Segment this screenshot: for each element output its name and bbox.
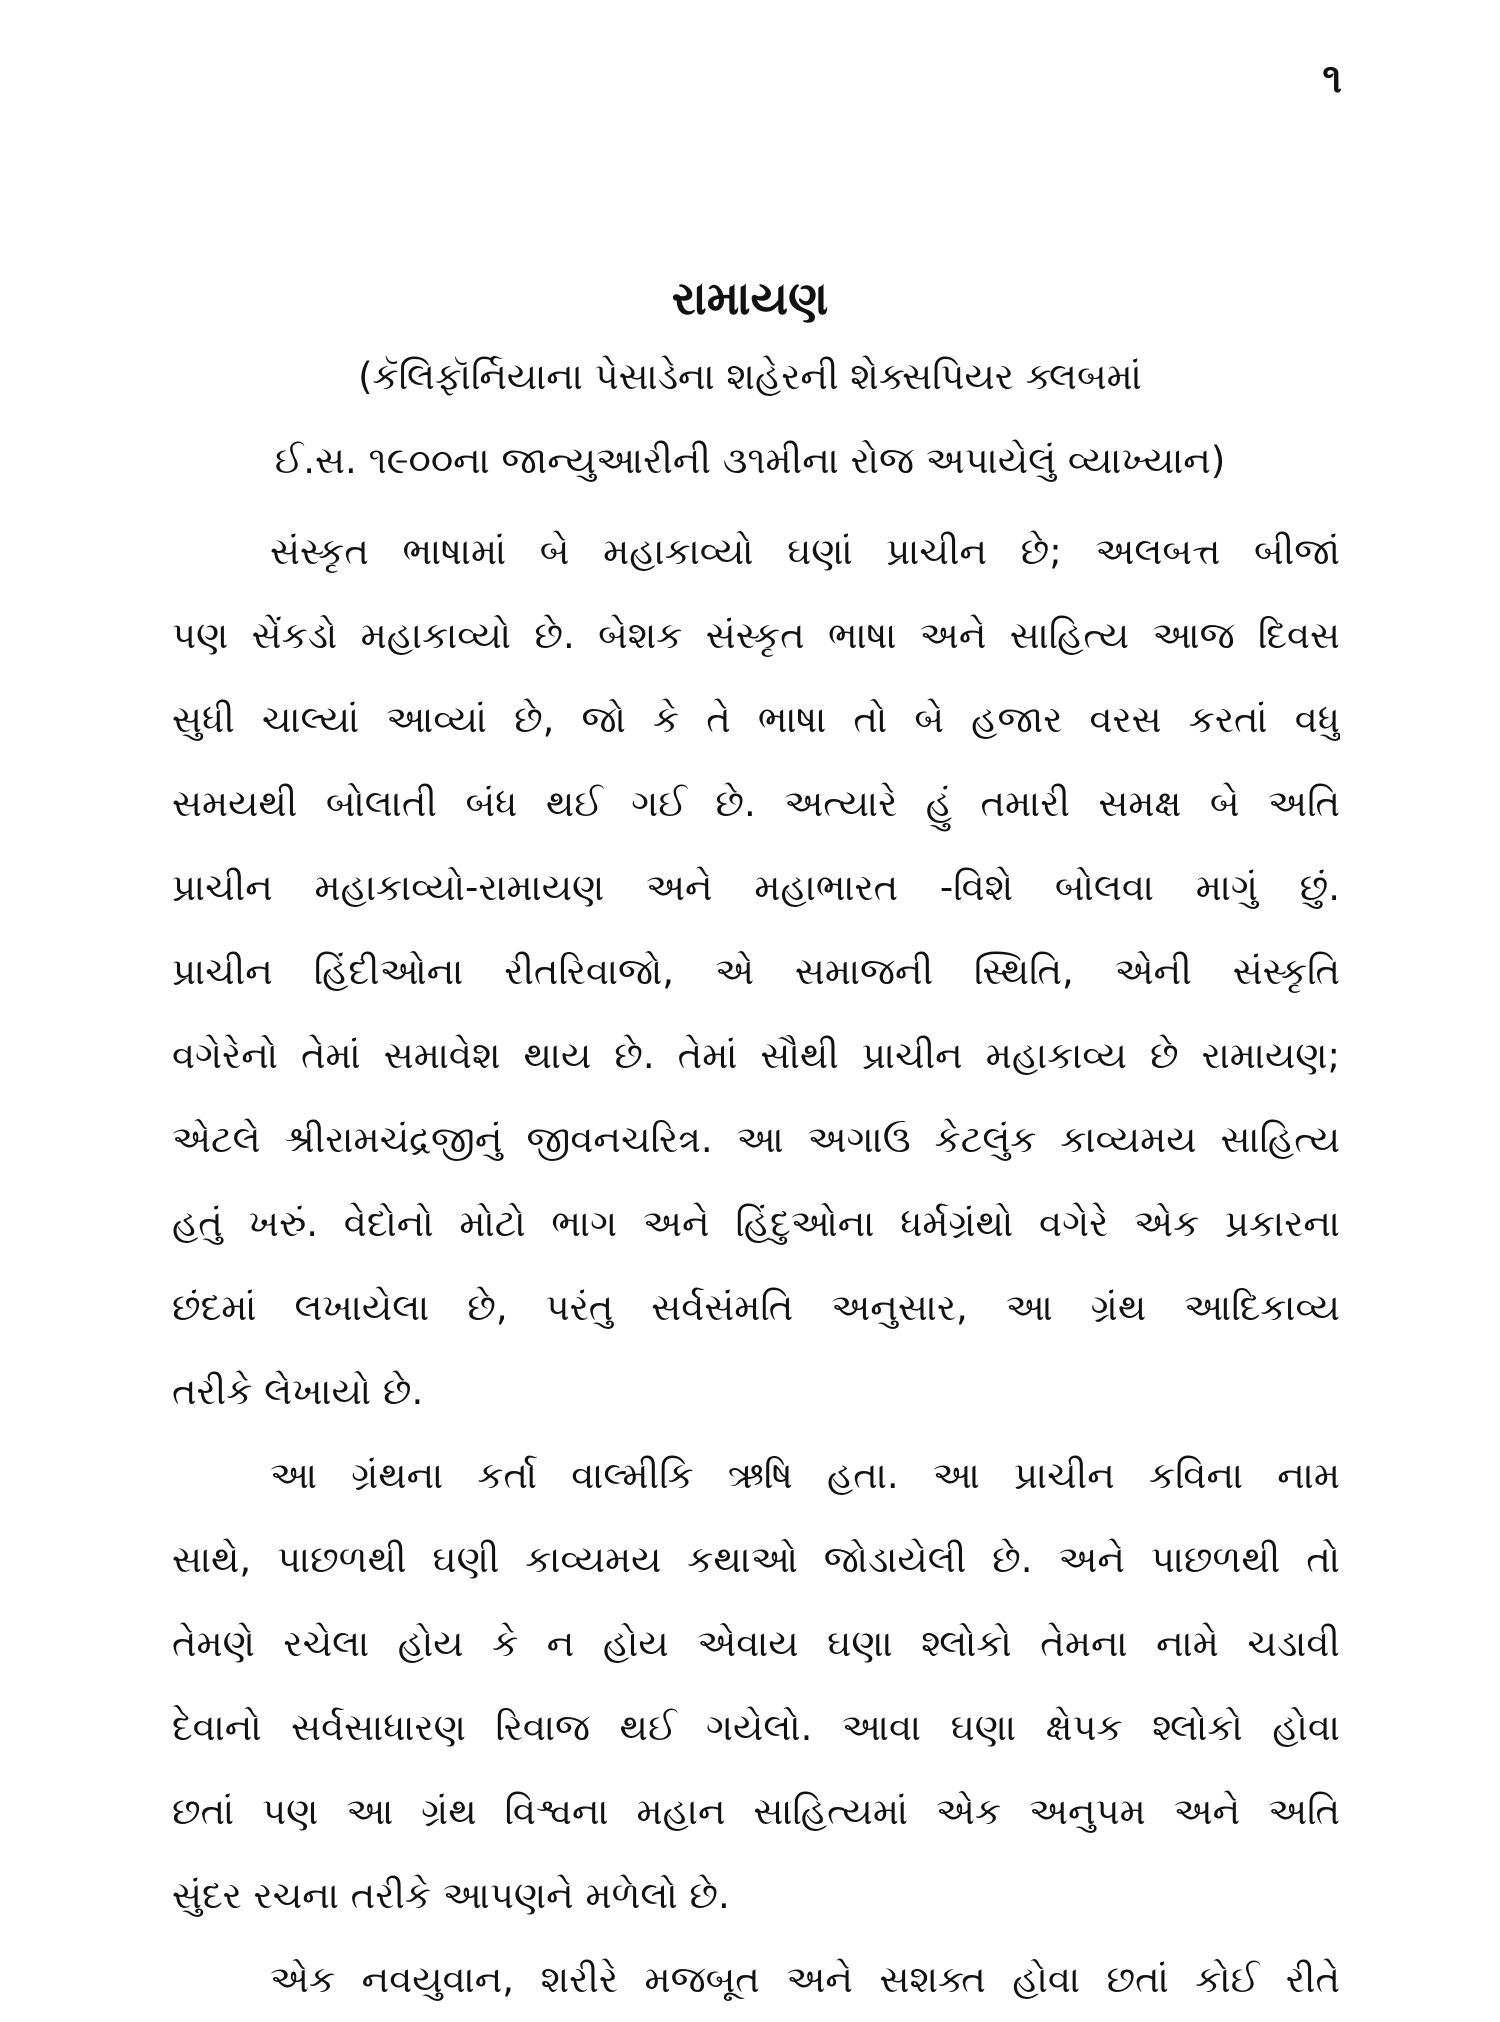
text-line: સમયથી બોલાતી બંધ થઈ ગઈ છે. અત્યારે હું તમારી સમક્ષ બે અતિ <box>172 782 1340 825</box>
text-line: એટલે શ્રીરામચંદ્રજીનું જીવનચરિત્ર. આ અગાઉ કેટલુંક કાવ્યમય સાહિત્ય <box>172 1118 1340 1161</box>
text-line: છંદમાં લખાયેલા છે, પરંતુ સર્વસંમતિ અનુસાર, આ ગ્રંથ આદિકાવ્ય <box>172 1286 1340 1329</box>
page-number: ૧ <box>1322 56 1342 102</box>
text-line: હતું ખરું. વેદોનો મોટો ભાગ અને હિંદુઓના ધર્મગ્રંથો વગેરે એક પ્રકારના <box>172 1202 1340 1245</box>
text-line: તરીકે લેખાયો છે. <box>172 1370 424 1413</box>
text-line: સુધી ચાલ્યાં આવ્યાં છે, જો કે તે ભાષા તો બે હજાર વરસ કરતાં વધુ <box>172 698 1340 741</box>
text-line: પણ સેંકડો મહાકાવ્યો છે. બેશક સંસ્કૃત ભાષા અને સાહિત્ય આજ દિવસ <box>172 614 1340 657</box>
text-line: આ ગ્રંથના કર્તા વાલ્મીકિ ઋષિ હતા. આ પ્રાચીન કવિના નામ <box>270 1454 1340 1497</box>
text-line: તેમણે રચેલા હોય કે ન હોય એવાય ઘણા શ્લોકો તેમના નામે ચડાવી <box>172 1622 1340 1665</box>
text-line: દેવાનો સર્વસાધારણ રિવાજ થઈ ગયેલો. આવા ઘણા ક્ષેપક શ્લોકો હોવા <box>172 1706 1340 1749</box>
text-line: સુંદર રચના તરીકે આપણને મળેલો છે. <box>172 1874 730 1917</box>
paragraph-1 <box>172 510 1340 1434</box>
text-line: પ્રાચીન હિંદીઓના રીતરિવાજો, એ સમાજની સ્થિતિ, એની સંસ્કૃતિ <box>172 950 1340 993</box>
text-line: વગેરેનો તેમાં સમાવેશ થાય છે. તેમાં સૌથી પ્રાચીન મહાકાવ્ય છે રામાયણ; <box>172 1034 1340 1077</box>
text-line: પ્રાચીન મહાકાવ્યો-રામાયણ અને મહાભારત -વિશે બોલવા માગું છું. <box>172 866 1340 909</box>
text-line: સાથે, પાછળથી ઘણી કાવ્યમય કથાઓ જોડાયેલી છે. અને પાછળથી તો <box>172 1538 1340 1581</box>
body-text <box>172 510 1340 2022</box>
paragraph-2 <box>172 1434 1340 1938</box>
text-line: છતાં પણ આ ગ્રંથ વિશ્વના મહાન સાહિત્યમાં એક અનુપમ અને અતિ <box>172 1790 1340 1833</box>
paragraph-3 <box>172 1938 1340 2022</box>
text-line: એક નવયુવાન, શરીરે મજબૂત અને સશક્ત હોવા છતાં કોઈ રીતે <box>270 1958 1340 2001</box>
chapter-title: રામાયણ <box>671 271 829 325</box>
text-line: સંસ્કૃત ભાષામાં બે મહાકાવ્યો ઘણાં પ્રાચીન છે; અલબત્ત બીજાં <box>270 530 1340 573</box>
chapter-subtitle-line-1: (કૅલિફૉર્નિયાના પેસાડેના શહેરની શેક્સપિયર ક્લબમાં <box>358 355 1142 398</box>
chapter-subtitle-line-2: ઈ.સ. ૧૯૦૦ના જાન્યુઆરીની ૩૧મીના રોજ અપાયેલું વ્યાખ્યાન) <box>274 439 1226 482</box>
